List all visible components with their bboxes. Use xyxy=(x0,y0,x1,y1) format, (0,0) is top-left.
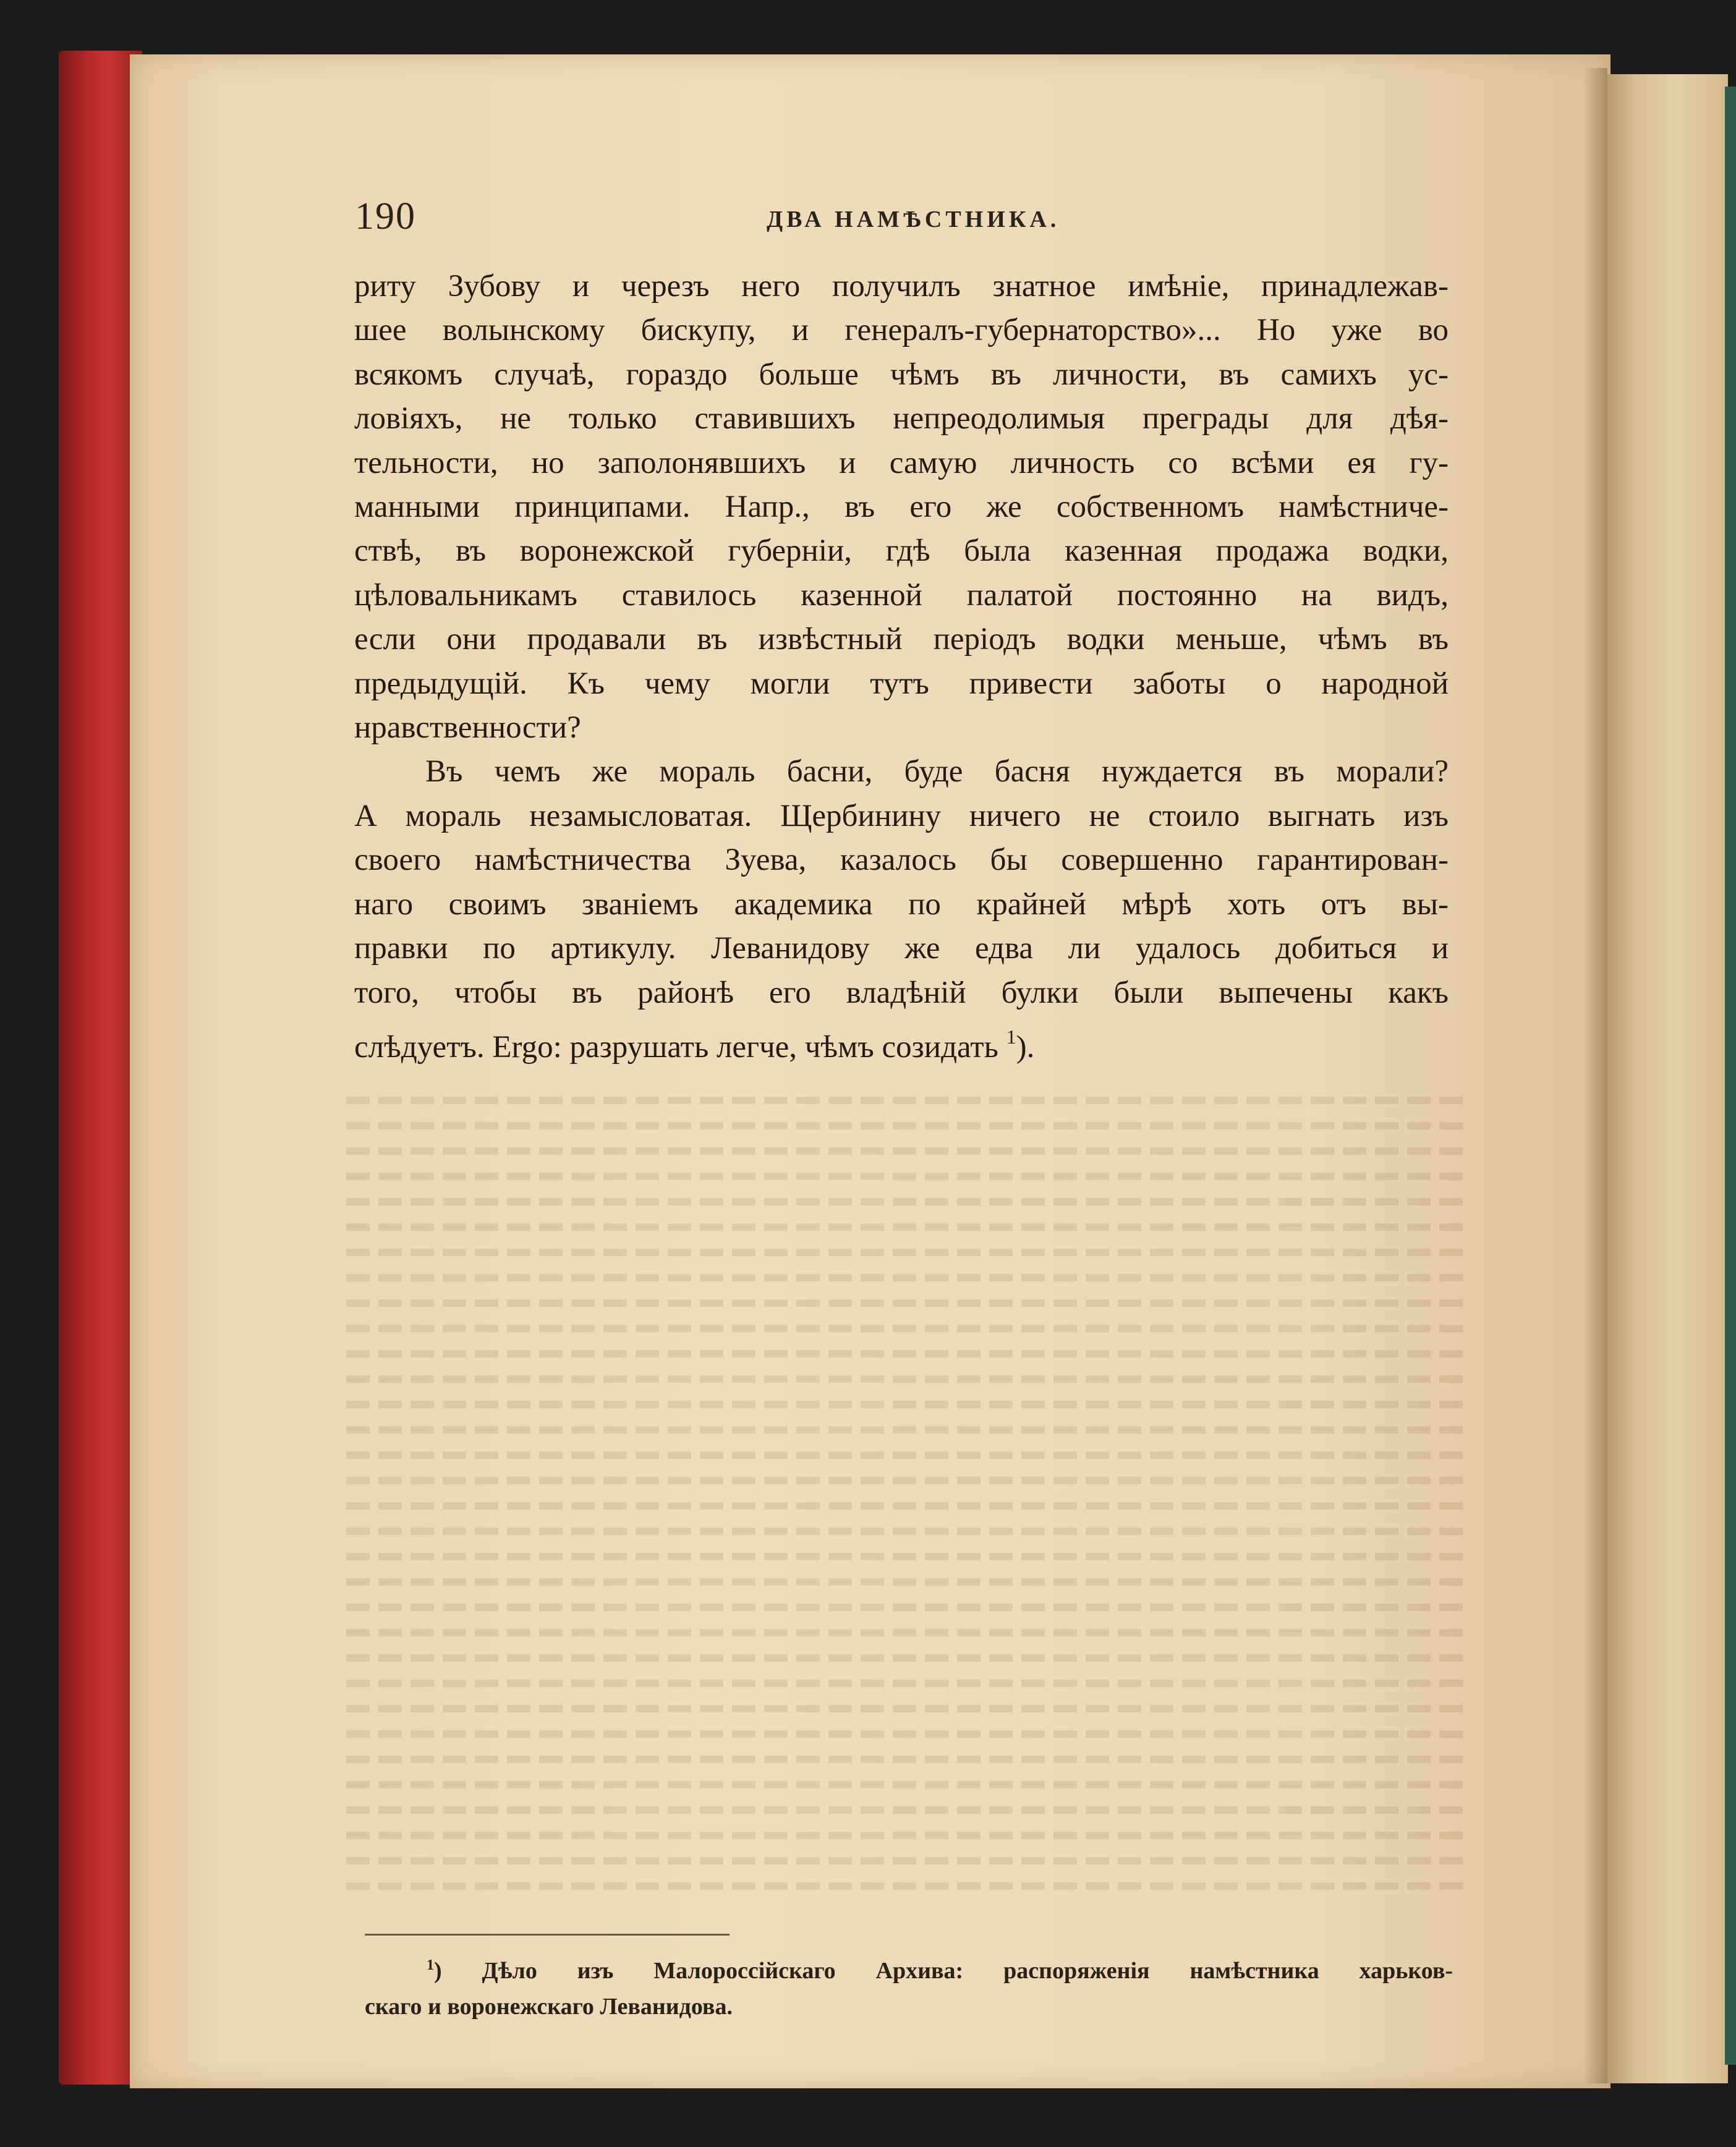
text-line: ловіяхъ, не только ставившихъ непреодолимыя преграды для дѣя- xyxy=(354,401,1449,436)
text-line-content: слѣдуетъ. Ergo: разрушать легче, чѣмъ созидать xyxy=(354,1029,998,1065)
text-line: тельности, но заполонявшихъ и самую личность со всѣми ея гу- xyxy=(354,445,1449,480)
show-through-text xyxy=(346,1079,1465,1908)
footnote xyxy=(365,1947,1453,2025)
page-number: 190 xyxy=(355,195,416,237)
footnote-divider xyxy=(365,1934,730,1936)
footnote-marker: 1 xyxy=(427,1957,434,1973)
footnote-line: скаго и воронежскаго Леванидова. xyxy=(365,1994,733,2020)
text-line: риту Зубову и черезъ него получилъ знатное имѣніе, принадлежав- xyxy=(354,269,1449,304)
text-line: А мораль незамысловатая. Щербинину ничего не стоило выгнать изъ xyxy=(354,798,1449,833)
page-gutter-shadow xyxy=(1583,68,1607,2083)
text-line: предыдущій. Къ чему могли тутъ привести заботы о народной xyxy=(354,666,1449,701)
text-line: манными принципами. Напр., въ его же собственномъ намѣстниче- xyxy=(354,490,1449,525)
text-line: наго своимъ званіемъ академика по крайней мѣрѣ хоть отъ вы- xyxy=(354,886,1449,922)
footnote-line xyxy=(365,1947,1453,1989)
text-line: ствѣ, въ воронежской губерніи, гдѣ была казенная продажа водки, xyxy=(354,534,1449,569)
facing-page-edge xyxy=(1607,74,1728,2083)
text-line: цѣловальникамъ ставилось казенной палатой постоянно на видъ, xyxy=(354,577,1449,613)
running-head xyxy=(346,195,1465,244)
text-line-last xyxy=(354,1015,1449,1069)
footnote-text: ) Дѣло изъ Малороссійскаго Архива: распоряженія намѣстника харьков- xyxy=(434,1958,1453,1984)
footnote-reference: 1 xyxy=(1006,1025,1016,1048)
running-title: ДВА НАМѢСТНИКА. xyxy=(767,206,1060,232)
body-text xyxy=(354,265,1449,1069)
text-line: если они продавали въ извѣстный періодъ водки меньше, чѣмъ въ xyxy=(354,622,1449,657)
text-line: нравственности? xyxy=(354,710,581,746)
text-line: шее волынскому бискупу, и генералъ-губернаторство»... Но уже во xyxy=(354,313,1449,348)
facing-cover-edge xyxy=(1725,87,1736,2065)
text-line: Въ чемъ же мораль басни, буде басня нуждается въ морали? xyxy=(425,754,1449,789)
text-line: того, чтобы въ районѣ его владѣній булки были выпечены какъ xyxy=(354,975,1449,1010)
closing-punctuation: ). xyxy=(1016,1029,1035,1065)
text-line: правки по артикулу. Леванидову же едва ли удалось добиться и xyxy=(354,931,1449,966)
text-line: всякомъ случаѣ, гораздо больше чѣмъ въ личности, въ самихъ ус- xyxy=(354,357,1449,392)
text-line: своего намѣстничества Зуева, казалось бы совершенно гарантирован- xyxy=(354,843,1449,878)
